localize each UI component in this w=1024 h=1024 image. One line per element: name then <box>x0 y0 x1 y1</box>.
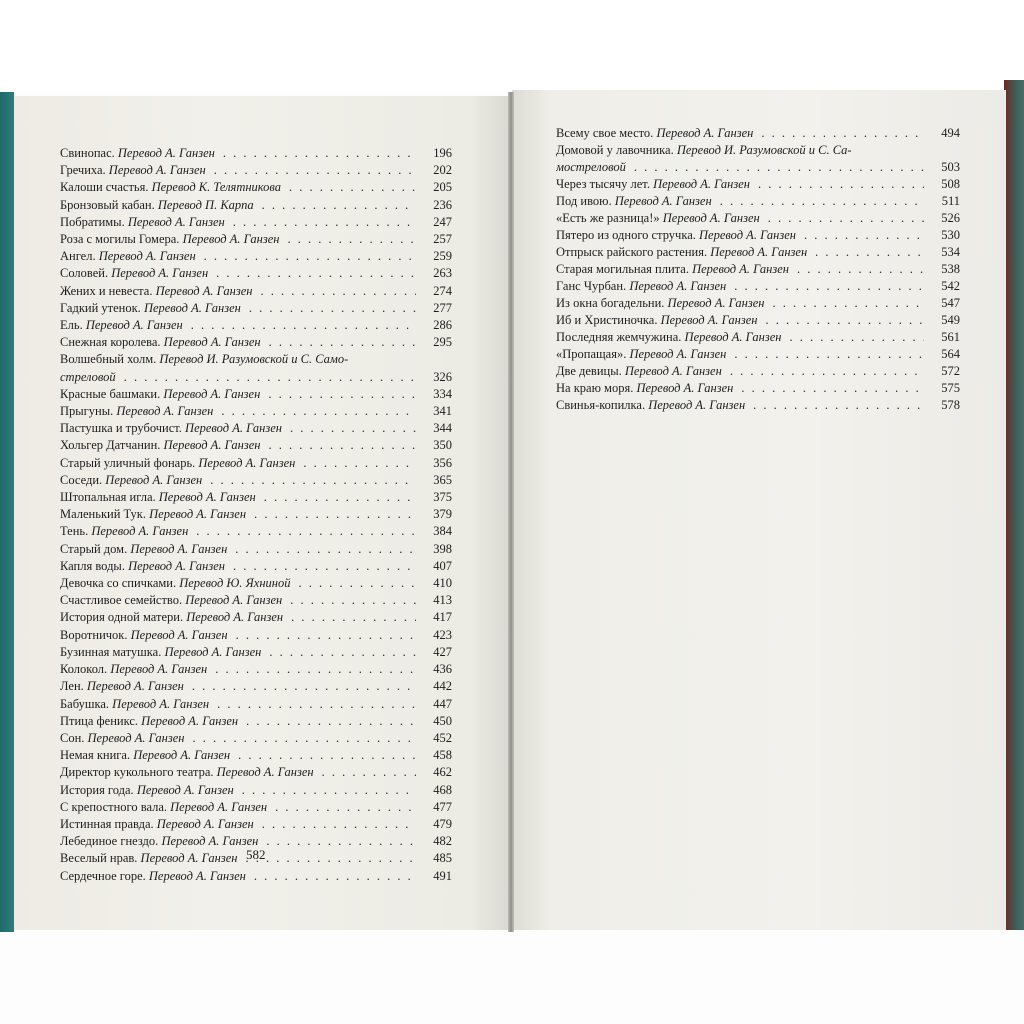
entry-translator: Перевод А. Ганзен <box>614 194 712 208</box>
contents-entry <box>60 145 452 162</box>
entry-title: История года. <box>60 782 134 797</box>
entry-title: Ганс Чурбан. <box>556 279 627 293</box>
contents-entry <box>60 300 452 317</box>
contents-entry <box>60 816 452 833</box>
entry-page-number: 344 <box>433 421 452 436</box>
entry-translator: Перевод А. Ганзен <box>656 126 754 140</box>
entry-translator: Перевод А. Ганзен <box>149 507 247 522</box>
contents-entry <box>60 179 452 196</box>
entry-title: Последняя жемчужина. <box>556 330 682 344</box>
entry-title: Лен. <box>60 679 84 694</box>
entry-translator: Перевод Ю. Яхниной <box>179 576 291 591</box>
contents-entry <box>60 764 452 781</box>
contents-entry <box>60 661 452 678</box>
entry-title: «Пропащая». <box>556 347 627 361</box>
entry-title: Отпрыск райского растения. <box>556 245 708 259</box>
entry-page-number: 549 <box>941 313 960 327</box>
entry-translator: Перевод А. Ганзен <box>185 593 283 608</box>
entry-translator: Перевод А. Ганзен <box>667 296 765 310</box>
entry-translator: Перевод А. Ганзен <box>684 330 782 344</box>
contents-entry <box>60 644 452 661</box>
right-contents-list <box>556 125 960 414</box>
entry-translator: Перевод А. Ганзен <box>141 713 239 728</box>
entry-translator: Перевод А. Ганзен <box>86 679 184 694</box>
contents-entry <box>60 627 452 644</box>
entry-page-number: 578 <box>941 398 960 412</box>
contents-entry <box>60 162 452 179</box>
entry-title: Директор кукольного театра. <box>60 765 214 780</box>
contents-entry <box>60 231 452 248</box>
entry-translator: Перевод А. Ганзен <box>105 472 203 487</box>
entry-translator: Перевод А. Ганзен <box>143 300 241 315</box>
entry-title: Бабушка. <box>60 696 110 711</box>
entry-translator: Перевод А. Ганзен <box>112 696 210 711</box>
entry-title: Красные башмаки. <box>60 386 161 401</box>
contents-entry <box>60 455 452 472</box>
entry-page-number: 375 <box>433 490 452 505</box>
entry-title: Штопальная игла. <box>60 490 156 505</box>
entry-translator: Перевод А. Ганзен <box>117 146 215 160</box>
entry-page-number: 427 <box>433 644 452 659</box>
entry-title: Колокол. <box>60 662 108 677</box>
entry-translator: Перевод А. Ганзен <box>155 283 253 298</box>
entry-page-number: 365 <box>433 472 452 487</box>
entry-title: Свинья-копилка. <box>556 398 646 412</box>
entry-translator: Перевод А. Ганзен <box>87 730 185 745</box>
contents-entry <box>60 678 452 695</box>
entry-title: Лебединое гнездо. <box>60 834 159 849</box>
entry-page-number: 511 <box>941 194 960 208</box>
contents-entry <box>60 317 452 334</box>
contents-entry <box>60 609 452 626</box>
entry-translator: Перевод А. Ганзен <box>648 398 746 412</box>
contents-entry <box>60 713 452 730</box>
entry-translator: Перевод А. Ганзен <box>148 868 246 883</box>
entry-page-number: 350 <box>433 438 452 453</box>
entry-title: Соседи. <box>60 472 103 487</box>
contents-entry <box>60 782 452 799</box>
entry-title: Сердечное горе. <box>60 868 146 883</box>
book-gutter <box>508 92 514 932</box>
entry-translator: Перевод А. Ганзен <box>185 421 282 436</box>
entry-page-number: 447 <box>433 696 452 711</box>
entry-page-number: 236 <box>433 197 452 212</box>
contents-entry <box>556 193 960 210</box>
entry-translator: Перевод А. Ганзен <box>629 279 727 293</box>
entry-page-number: 196 <box>433 146 452 160</box>
contents-entry <box>60 592 452 609</box>
entry-translator: Перевод И. Разумовской и С. Само- <box>159 352 349 367</box>
entry-title: Пятеро из одного стручка. <box>556 228 696 242</box>
entry-page-number: 508 <box>941 177 960 191</box>
left-contents-list <box>60 145 452 885</box>
entry-translator: Перевод А. Ганзен <box>699 228 796 242</box>
contents-entry <box>60 334 452 351</box>
entry-page-number: 491 <box>433 868 452 883</box>
entry-translator: Перевод А. Ганзен <box>98 249 196 264</box>
entry-translator-continuation: мостреловой <box>556 160 626 174</box>
entry-title: Роза с могилы Гомера. <box>60 232 180 247</box>
entry-translator: Перевод А. Ганзен <box>85 318 183 333</box>
entry-translator: Перевод А. Ганзен <box>130 627 228 642</box>
entry-page-number: 356 <box>433 455 452 470</box>
entry-translator: Перевод А. Ганзен <box>161 834 259 849</box>
entry-page-number: 485 <box>433 851 452 866</box>
entry-page-number: 561 <box>941 330 960 344</box>
entry-title: Свинопас. <box>60 146 115 160</box>
contents-entry <box>60 351 452 385</box>
entry-page-number: 503 <box>941 160 960 174</box>
entry-page-number: 482 <box>433 834 452 849</box>
book-cover-edge-right <box>1004 80 1024 930</box>
contents-entry <box>60 747 452 764</box>
contents-entry <box>60 420 452 437</box>
entry-page-number: 526 <box>941 211 960 225</box>
entry-page-number: 452 <box>433 730 452 745</box>
contents-entry <box>60 472 452 489</box>
entry-translator: Перевод А. Ганзен <box>710 245 808 259</box>
entry-page-number: 257 <box>433 232 452 247</box>
entry-translator: Перевод А. Ганзен <box>163 335 261 350</box>
entry-title: Прыгуны. <box>60 404 114 419</box>
contents-entry <box>60 799 452 816</box>
entry-title: Капля воды. <box>60 558 125 573</box>
entry-page-number: 538 <box>941 262 960 276</box>
entry-title: Жених и невеста. <box>60 283 153 298</box>
entry-page-number: 410 <box>433 576 452 591</box>
entry-title: Счастливое семейство. <box>60 593 183 608</box>
entry-page-number: 450 <box>433 713 452 728</box>
entry-title: Немая книга. <box>60 748 131 763</box>
contents-entry <box>556 125 960 142</box>
contents-entry <box>556 329 960 346</box>
contents-entry <box>60 523 452 540</box>
contents-entry <box>60 696 452 713</box>
entry-page-number: 534 <box>941 245 960 259</box>
entry-title: Всему свое место. <box>556 126 654 140</box>
entry-title: Старый дом. <box>60 541 128 556</box>
entry-title: Две девицы. <box>556 364 622 378</box>
entry-page-number: 572 <box>941 364 960 378</box>
entry-translator: Перевод П. Карпа <box>157 197 254 212</box>
entry-title: Гречиха. <box>60 163 106 178</box>
contents-entry <box>60 868 452 885</box>
entry-page-number: 564 <box>941 347 960 361</box>
entry-translator: Перевод А. Ганзен <box>133 748 231 763</box>
entry-title: Домовой у лавочника. <box>556 143 674 157</box>
entry-title: Снежная королева. <box>60 335 161 350</box>
entry-title: Старый уличный фонарь. <box>60 455 196 470</box>
entry-title: Соловей. <box>60 266 109 281</box>
contents-entry <box>556 295 960 312</box>
contents-entry <box>60 575 452 592</box>
entry-translator: Перевод А. Ганзен <box>662 211 760 225</box>
contents-entry <box>60 541 452 558</box>
entry-title: Птица феникс. <box>60 713 139 728</box>
contents-entry <box>556 244 960 261</box>
entry-title: Волшебный холм. <box>60 352 157 367</box>
entry-title: Тень. <box>60 524 89 539</box>
entry-translator: Перевод А. Ганзен <box>108 163 206 178</box>
entry-page-number: 468 <box>433 782 452 797</box>
entry-title: На краю моря. <box>556 381 634 395</box>
page-number: 582 <box>246 847 266 862</box>
entry-translator: Перевод А. Ганзен <box>140 851 238 866</box>
entry-page-number: 341 <box>433 404 452 419</box>
entry-translator: Перевод А. Ганзен <box>692 262 790 276</box>
entry-page-number: 413 <box>433 593 452 608</box>
entry-translator: Перевод А. Ганзен <box>653 177 751 191</box>
entry-translator: Перевод А. Ганзен <box>127 214 225 229</box>
contents-entry <box>60 558 452 575</box>
entry-title: Бузинная матушка. <box>60 644 162 659</box>
entry-title: Сон. <box>60 730 85 745</box>
entry-translator: Перевод А. Ганзен <box>128 558 226 573</box>
background-top <box>0 0 1024 92</box>
entry-page-number: 542 <box>941 279 960 293</box>
entry-page-number: 458 <box>433 748 452 763</box>
contents-entry <box>556 210 960 227</box>
contents-entry <box>60 489 452 506</box>
entry-page-number: 407 <box>433 558 452 573</box>
entry-title: История одной матери. <box>60 610 184 625</box>
contents-entry <box>556 227 960 244</box>
entry-page-number: 575 <box>941 381 960 395</box>
entry-translator: Перевод А. Ганзен <box>156 816 254 831</box>
contents-entry <box>60 248 452 265</box>
entry-translator: Перевод А. Ганзен <box>116 404 214 419</box>
contents-entry <box>60 265 452 282</box>
entry-translator: Перевод А. Ганзен <box>216 765 314 780</box>
contents-entry <box>60 506 452 523</box>
entry-title: Гадкий утенок. <box>60 300 141 315</box>
entry-translator: Перевод А. Ганзен <box>163 438 261 453</box>
entry-title: Иб и Христиночка. <box>556 313 658 327</box>
entry-translator: Перевод А. Ганзен <box>136 782 234 797</box>
contents-entry <box>556 142 960 176</box>
entry-page-number: 259 <box>433 249 452 264</box>
entry-page-number: 436 <box>433 662 452 677</box>
entry-page-number: 286 <box>433 318 452 333</box>
entry-page-number: 442 <box>433 679 452 694</box>
entry-translator: Перевод И. Разумовской и С. Са- <box>676 143 852 157</box>
entry-page-number: 326 <box>433 369 452 384</box>
entry-translator: Перевод А. Ганзен <box>198 455 296 470</box>
entry-page-number: 398 <box>433 541 452 556</box>
entry-translator: Перевод А. Ганзен <box>624 364 722 378</box>
entry-title: Побратимы. <box>60 214 125 229</box>
entry-page-number: 384 <box>433 524 452 539</box>
entry-page-number: 479 <box>433 816 452 831</box>
entry-title: Под ивою. <box>556 194 612 208</box>
entry-translator: Перевод А. Ганзен <box>636 381 734 395</box>
entry-translator: Перевод А. Ганзен <box>158 490 256 505</box>
entry-page-number: 295 <box>433 335 452 350</box>
contents-entry <box>60 730 452 747</box>
entry-page-number: 202 <box>433 163 452 178</box>
contents-entry <box>60 197 452 214</box>
entry-title: Старая могильная плита. <box>556 262 689 276</box>
contents-entry <box>556 261 960 278</box>
contents-entry <box>60 386 452 403</box>
entry-title: Калоши счастья. <box>60 180 149 195</box>
contents-entry <box>556 312 960 329</box>
contents-entry <box>556 380 960 397</box>
entry-title: Бронзовый кабан. <box>60 197 155 212</box>
contents-entry <box>556 363 960 380</box>
entry-translator: Перевод А. Ганзен <box>629 347 727 361</box>
entry-title: Девочка со спичками. <box>60 576 177 591</box>
contents-entry <box>556 346 960 363</box>
entry-translator: Перевод А. Ганзен <box>164 644 262 659</box>
entry-translator: Перевод А. Ганзен <box>186 610 284 625</box>
contents-entry <box>556 397 960 414</box>
entry-translator: Перевод А. Ганзен <box>111 266 209 281</box>
entry-page-number: 277 <box>433 300 452 315</box>
entry-page-number: 417 <box>433 610 452 625</box>
entry-page-number: 477 <box>433 799 452 814</box>
entry-translator: Перевод А. Ганзен <box>130 541 228 556</box>
entry-page-number: 263 <box>433 266 452 281</box>
entry-title: Веселый нрав. <box>60 851 138 866</box>
entry-page-number: 462 <box>433 765 452 780</box>
entry-title: Пастушка и трубочист. <box>60 421 182 436</box>
contents-entry <box>60 403 452 420</box>
entry-page-number: 547 <box>941 296 960 310</box>
entry-translator: Перевод А. Ганзен <box>163 386 261 401</box>
entry-title: Из окна богадельни. <box>556 296 665 310</box>
entry-translator-continuation: стреловой <box>60 369 116 384</box>
entry-title: С крепостного вала. <box>60 799 168 814</box>
entry-title: Маленький Тук. <box>60 507 146 522</box>
contents-entry <box>60 283 452 300</box>
entry-translator: Перевод А. Ганзен <box>110 662 208 677</box>
entry-page-number: 334 <box>433 386 452 401</box>
contents-entry <box>556 176 960 193</box>
entry-translator: Перевод К. Телятникова <box>151 180 282 195</box>
entry-page-number: 423 <box>433 627 452 642</box>
book-cover-edge-left <box>0 92 14 932</box>
entry-title: Хольгер Датчанин. <box>60 438 161 453</box>
entry-title: Через тысячу лет. <box>556 177 650 191</box>
entry-title: Истинная правда. <box>60 816 154 831</box>
entry-translator: Перевод А. Ганзен <box>170 799 268 814</box>
contents-entry <box>60 437 452 454</box>
entry-page-number: 205 <box>433 180 452 195</box>
entry-page-number: 247 <box>433 214 452 229</box>
entry-title: Воротничок. <box>60 627 128 642</box>
entry-translator: Перевод А. Ганзен <box>91 524 189 539</box>
entry-page-number: 379 <box>433 507 452 522</box>
entry-page-number: 494 <box>941 126 960 140</box>
contents-entry <box>556 278 960 295</box>
entry-page-number: 274 <box>433 283 452 298</box>
entry-title: «Есть же разница!» <box>556 211 660 225</box>
entry-translator: Перевод А. Ганзен <box>182 232 280 247</box>
entry-title: Ель. <box>60 318 83 333</box>
contents-entry <box>60 214 452 231</box>
entry-title: Ангел. <box>60 249 96 264</box>
entry-translator: Перевод А. Ганзен <box>660 313 758 327</box>
entry-page-number: 530 <box>941 228 960 242</box>
